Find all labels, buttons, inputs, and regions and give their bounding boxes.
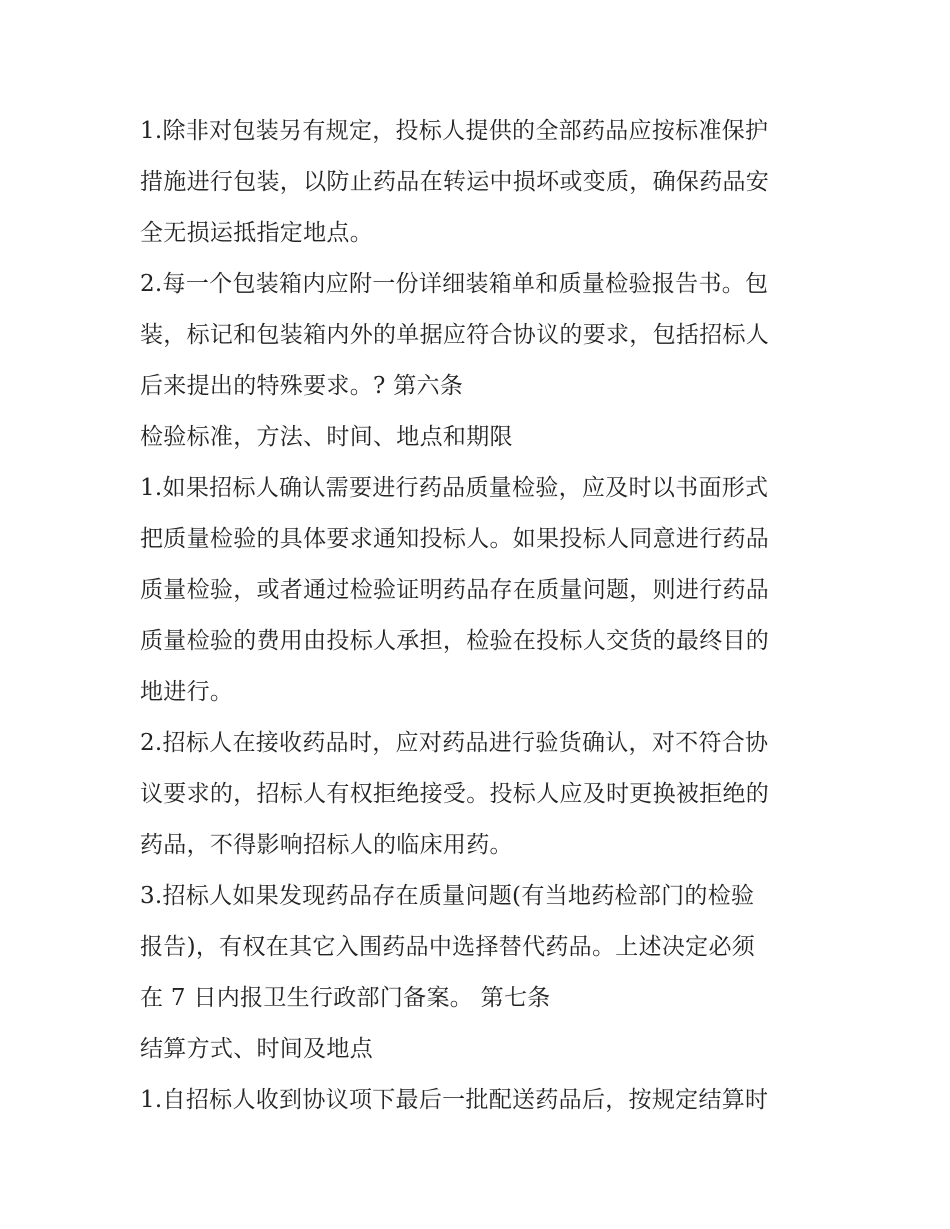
text-line: 3.招标人如果发现药品存在质量问题(有当地药检部门的检验 xyxy=(140,883,755,909)
text-line: 地进行。 xyxy=(140,679,234,705)
text-line: 把质量检验的具体要求通知投标人。如果投标人同意进行药品 xyxy=(140,526,770,552)
text-line: 议要求的，招标人有权拒绝接受。投标人应及时更换被拒绝的 xyxy=(140,781,770,807)
text-line: 药品，不得影响招标人的临床用药。 xyxy=(140,832,513,858)
text-line: 2.每一个包装箱内应附一份详细装箱单和质量检验报告书。包 xyxy=(140,271,769,297)
text-line: 1.除非对包装另有规定，投标人提供的全部药品应按标准保护 xyxy=(140,118,769,144)
text-line: 2.招标人在接收药品时，应对药品进行验货确认，对不符合协 xyxy=(140,730,769,756)
text-line: 装，标记和包装箱内外的单据应符合协议的要求，包括招标人 xyxy=(140,322,770,348)
text-line: 措施进行包装，以防止药品在转运中损坏或变质，确保药品安 xyxy=(140,169,770,195)
text-line: 报告)，有权在其它入围药品中选择替代药品。上述决定必须 xyxy=(140,934,756,960)
section-heading: 结算方式、时间及地点 xyxy=(140,1036,373,1062)
text-line: 1.自招标人收到协议项下最后一批配送药品后，按规定结算时 xyxy=(140,1087,769,1113)
text-line: 质量检验，或者通过检验证明药品存在质量问题，则进行药品 xyxy=(140,577,770,603)
section-heading: 检验标准，方法、时间、地点和期限 xyxy=(140,424,513,450)
text-line: 全无损运抵指定地点。 xyxy=(140,220,373,246)
text-line: 后来提出的特殊要求。? 第六条 xyxy=(140,373,464,399)
document-body xyxy=(140,106,820,1126)
text-line: 1.如果招标人确认需要进行药品质量检验，应及时以书面形式 xyxy=(140,475,769,501)
text-line: 在 7 日内报卫生行政部门备案。 第七条 xyxy=(140,985,551,1011)
text-line: 质量检验的费用由投标人承担，检验在投标人交货的最终目的 xyxy=(140,628,770,654)
